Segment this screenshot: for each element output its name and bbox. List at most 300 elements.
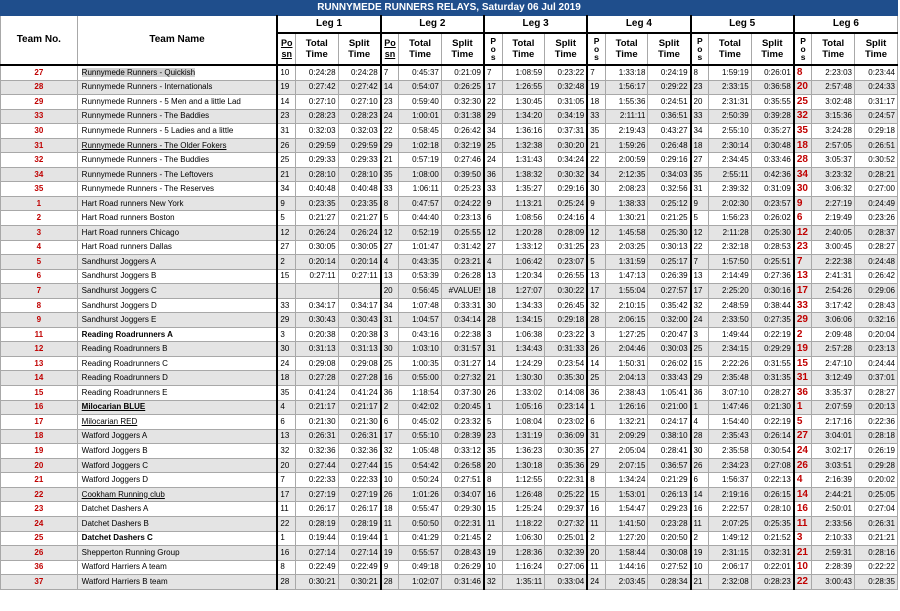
leg-4-position: 27 — [587, 444, 605, 459]
leg-3-position: 2 — [484, 531, 502, 546]
leg-5-split-time: 0:21:30 — [751, 400, 794, 415]
team-number: 28 — [1, 80, 78, 95]
leg-4-split-time: 0:28:34 — [648, 575, 691, 590]
leg-2-split-time: 0:28:43 — [441, 546, 484, 561]
leg-5-total-time: 1:56:23 — [709, 211, 752, 226]
leg-1-split-time: 0:27:42 — [338, 80, 381, 95]
leg-5-total-time: 2:02:30 — [709, 196, 752, 211]
leg-5-split-time: 0:35:27 — [751, 124, 794, 139]
leg-3-split-time: 0:22:31 — [545, 473, 588, 488]
leg-5-split-time: 0:21:52 — [751, 531, 794, 546]
leg-2-position: 26 — [381, 487, 399, 502]
team-name-text: Sandhurst Joggers E — [81, 315, 157, 325]
leg-1-position: 21 — [277, 167, 295, 182]
leg-5-total-time: 1:59:19 — [709, 65, 752, 80]
leg-5-split-time: 0:28:23 — [751, 575, 794, 590]
team-number: 33 — [1, 109, 78, 124]
table-row — [1, 502, 898, 517]
team-name-text: Reading Roadrunners D — [81, 373, 168, 383]
leg-5-position: 14 — [691, 487, 709, 502]
leg-2-split-time: 0:26:28 — [441, 269, 484, 284]
leg-2-split-time: 0:23:21 — [441, 255, 484, 270]
leg-5-position: 1 — [691, 400, 709, 415]
leg-3-total-time: 1:31:19 — [502, 429, 545, 444]
leg-2-total-time: 1:00:01 — [399, 109, 442, 124]
team-name-text: Datchet Dashers B — [81, 518, 149, 528]
table-row — [1, 226, 898, 241]
leg-2-position: 31 — [381, 313, 399, 328]
leg-1-position: 3 — [277, 327, 295, 342]
leg-1-total-time: 0:27:19 — [296, 487, 339, 502]
team-name — [77, 487, 277, 502]
leg-5-position: 13 — [691, 269, 709, 284]
leg-6-position: 15 — [794, 356, 812, 371]
leg-4-total-time: 1:27:25 — [605, 327, 648, 342]
leg-6-position: 2 — [794, 327, 812, 342]
leg-6-position: 3 — [794, 531, 812, 546]
team-name — [77, 386, 277, 401]
leg-3-total-time: 1:34:15 — [502, 313, 545, 328]
leg-4-position: 24 — [587, 575, 605, 590]
leg-3-split-time: 0:26:45 — [545, 298, 588, 313]
leg-1-position: 35 — [277, 386, 295, 401]
leg-2-split-time: 0:34:07 — [441, 487, 484, 502]
table-row — [1, 400, 898, 415]
leg-4-total-time: 2:38:43 — [605, 386, 648, 401]
leg-1-split-time: 0:28:23 — [338, 109, 381, 124]
leg-3-position: 3 — [484, 327, 502, 342]
leg-1-header: Leg 1 — [277, 16, 380, 34]
table-row — [1, 415, 898, 430]
team-number: 3 — [1, 226, 78, 241]
leg-1-split-time: 0:20:38 — [338, 327, 381, 342]
leg-4-split-time: 0:32:00 — [648, 313, 691, 328]
team-number: 17 — [1, 415, 78, 430]
leg-6-total-time: 3:06:32 — [812, 182, 855, 197]
leg-6-split-time: 0:20:13 — [855, 400, 898, 415]
leg-1-split-time: 0:30:05 — [338, 240, 381, 255]
leg-2-position: 7 — [381, 65, 399, 80]
leg-6-total-time: 3:02:17 — [812, 444, 855, 459]
leg-3-split-time: 0:23:14 — [545, 400, 588, 415]
leg-1-split-header: Split Time — [338, 33, 381, 65]
leg-1-split-time: 0:26:31 — [338, 429, 381, 444]
leg-6-position: 29 — [794, 313, 812, 328]
team-name — [77, 196, 277, 211]
leg-4-split-time: 0:36:57 — [648, 458, 691, 473]
leg-6-position: 32 — [794, 109, 812, 124]
leg-6-position: 20 — [794, 80, 812, 95]
leg-3-position: 22 — [484, 95, 502, 110]
leg-1-total-time: 0:19:44 — [296, 531, 339, 546]
leg-5-split-time: 0:22:19 — [751, 327, 794, 342]
leg-2-position: 19 — [381, 546, 399, 561]
leg-6-position: 7 — [794, 255, 812, 270]
leg-2-total-time: 1:03:10 — [399, 342, 442, 357]
leg-6-position: 14 — [794, 487, 812, 502]
leg-6-total-time: 3:04:01 — [812, 429, 855, 444]
leg-1-split-time: 0:27:10 — [338, 95, 381, 110]
leg-1-split-time: 0:24:28 — [338, 65, 381, 80]
leg-5-split-time: 0:22:19 — [751, 415, 794, 430]
table-row — [1, 575, 898, 590]
table-row — [1, 240, 898, 255]
leg-5-total-time: 2:11:28 — [709, 226, 752, 241]
leg-2-split-time: 0:22:38 — [441, 327, 484, 342]
leg-1-split-time: 0:23:35 — [338, 196, 381, 211]
leg-3-total-time: 1:31:43 — [502, 153, 545, 168]
team-name — [77, 531, 277, 546]
leg-2-total-time: 0:42:02 — [399, 400, 442, 415]
leg-4-split-time: 0:33:43 — [648, 371, 691, 386]
leg-2-total-time: 0:50:24 — [399, 473, 442, 488]
leg-6-position: 4 — [794, 473, 812, 488]
team-name-text: Hart Road runners Dallas — [81, 242, 172, 252]
leg-2-position: 5 — [381, 211, 399, 226]
leg-1-position: 24 — [277, 356, 295, 371]
leg-3-split-time: 0:23:07 — [545, 255, 588, 270]
leg-1-position: 34 — [277, 182, 295, 197]
leg-5-total-time: 2:35:43 — [709, 429, 752, 444]
leg-5-total-time: 2:22:57 — [709, 502, 752, 517]
leg-6-split-time: 0:37:01 — [855, 371, 898, 386]
team-number: 32 — [1, 153, 78, 168]
leg-2-total-time: 1:01:26 — [399, 487, 442, 502]
leg-4-total-time: 2:19:43 — [605, 124, 648, 139]
leg-4-position: 26 — [587, 342, 605, 357]
team-number: 20 — [1, 458, 78, 473]
leg-4-position: 4 — [587, 211, 605, 226]
leg-5-total-time: 2:32:18 — [709, 240, 752, 255]
leg-6-position: 25 — [794, 95, 812, 110]
leg-4-position: 6 — [587, 415, 605, 430]
leg-3-position: 11 — [484, 516, 502, 531]
leg-3-position: 16 — [484, 487, 502, 502]
leg-3-total-time: 1:28:36 — [502, 546, 545, 561]
leg-4-split-time: 0:20:47 — [648, 327, 691, 342]
table-row — [1, 95, 898, 110]
leg-1-total-time: 0:30:43 — [296, 313, 339, 328]
team-name — [77, 226, 277, 241]
leg-2-total-time: 0:52:19 — [399, 226, 442, 241]
table-row — [1, 109, 898, 124]
team-name-text: Datchet Dashers A — [81, 504, 149, 514]
leg-4-position: 22 — [587, 153, 605, 168]
leg-4-split-time: 0:29:16 — [648, 153, 691, 168]
leg-1-split-time: 0:29:08 — [338, 356, 381, 371]
leg-2-total-time: 0:47:57 — [399, 196, 442, 211]
leg-3-position: 14 — [484, 356, 502, 371]
leg-4-split-time: 0:30:08 — [648, 546, 691, 561]
team-name — [77, 153, 277, 168]
leg-1-position: 25 — [277, 153, 295, 168]
leg-1-position: 4 — [277, 400, 295, 415]
leg-6-position: 8 — [794, 65, 812, 80]
leg-1-position: 5 — [277, 211, 295, 226]
leg-4-total-time: 1:56:17 — [605, 80, 648, 95]
leg-4-position: 35 — [587, 124, 605, 139]
leg-4-position: 31 — [587, 429, 605, 444]
leg-3-total-time: 1:35:27 — [502, 182, 545, 197]
leg-1-total-time: 0:31:13 — [296, 342, 339, 357]
leg-2-total-time: 0:45:02 — [399, 415, 442, 430]
leg-2-split-time: 0:24:22 — [441, 196, 484, 211]
team-name — [77, 327, 277, 342]
leg-1-total-time: 0:29:59 — [296, 138, 339, 153]
team-name — [77, 371, 277, 386]
leg-3-split-time: 0:25:01 — [545, 531, 588, 546]
leg-2-split-time: 0:21:45 — [441, 531, 484, 546]
team-name — [77, 138, 277, 153]
team-name — [77, 356, 277, 371]
team-number: 9 — [1, 313, 78, 328]
team-name-text: Reading Roadrunners B — [81, 344, 168, 354]
table-row — [1, 284, 898, 299]
leg-3-total-time: 1:36:16 — [502, 124, 545, 139]
leg-3-total-time: 1:30:18 — [502, 458, 545, 473]
team-name — [77, 415, 277, 430]
leg-2-total-time: 0:45:37 — [399, 65, 442, 80]
leg-5-position: 2 — [691, 531, 709, 546]
leg-4-split-time: 0:29:23 — [648, 502, 691, 517]
leg-2-split-time: 0:20:45 — [441, 400, 484, 415]
leg-2-total-time: 1:04:57 — [399, 313, 442, 328]
leg-5-total-time: 2:34:23 — [709, 458, 752, 473]
leg-1-total-time: 0:27:14 — [296, 546, 339, 561]
leg-1-total-time: 0:27:28 — [296, 371, 339, 386]
leg-4-split-time: 0:21:00 — [648, 400, 691, 415]
leg-4-split-header: Split Time — [648, 33, 691, 65]
table-row — [1, 546, 898, 561]
leg-5-split-time: 0:38:44 — [751, 298, 794, 313]
team-name — [77, 109, 277, 124]
leg-6-total-time: 2:23:03 — [812, 65, 855, 80]
leg-6-split-time: 0:20:04 — [855, 327, 898, 342]
table-row — [1, 153, 898, 168]
leg-6-split-time: 0:24:48 — [855, 255, 898, 270]
leg-1-total-time: 0:21:27 — [296, 211, 339, 226]
leg-2-total-time: 1:18:54 — [399, 386, 442, 401]
leg-4-total-time: 2:07:15 — [605, 458, 648, 473]
leg-1-position: 16 — [277, 546, 295, 561]
leg-4-total-time: 2:12:35 — [605, 167, 648, 182]
team-name-text: Watford Harriers B team — [81, 576, 168, 586]
leg-2-total-time: 0:56:45 — [399, 284, 442, 299]
leg-2-split-time: 0:29:30 — [441, 502, 484, 517]
table-row — [1, 371, 898, 386]
leg-5-total-header: Total Time — [709, 33, 752, 65]
leg-4-split-time: 0:32:56 — [648, 182, 691, 197]
leg-4-split-time: 0:23:28 — [648, 516, 691, 531]
team-name-text: Reading Roadrunners E — [81, 387, 168, 397]
leg-5-position: 8 — [691, 65, 709, 80]
leg-2-position: 15 — [381, 458, 399, 473]
leg-6-split-time: 0:28:27 — [855, 240, 898, 255]
leg-4-total-time: 1:38:33 — [605, 196, 648, 211]
leg-6-total-time: 3:05:37 — [812, 153, 855, 168]
leg-6-total-time: 2:40:05 — [812, 226, 855, 241]
leg-6-position: 22 — [794, 575, 812, 590]
leg-2-position: 27 — [381, 240, 399, 255]
table-row — [1, 167, 898, 182]
leg-4-total-time: 1:58:44 — [605, 546, 648, 561]
leg-3-total-time: 1:34:43 — [502, 342, 545, 357]
team-name-text: Reading Roadrunners A — [81, 329, 173, 339]
leg-3-position: 21 — [484, 371, 502, 386]
leg-4-position: 30 — [587, 182, 605, 197]
leg-5-split-time: 0:28:53 — [751, 240, 794, 255]
team-number: 18 — [1, 429, 78, 444]
leg-2-total-time: 1:02:18 — [399, 138, 442, 153]
leg-6-split-time: 0:29:18 — [855, 124, 898, 139]
leg-2-total-time: 0:55:10 — [399, 429, 442, 444]
leg-6-total-time: 2:22:38 — [812, 255, 855, 270]
leg-1-total-time: 0:32:03 — [296, 124, 339, 139]
leg-4-total-time: 1:44:16 — [605, 560, 648, 575]
leg-3-split-time: 0:33:04 — [545, 575, 588, 590]
leg-3-total-time: 1:34:20 — [502, 109, 545, 124]
leg-4-split-time: 0:26:02 — [648, 356, 691, 371]
leg-5-total-time: 3:07:10 — [709, 386, 752, 401]
team-number: 13 — [1, 356, 78, 371]
leg-3-total-time: 1:20:34 — [502, 269, 545, 284]
leg-5-position: 33 — [691, 109, 709, 124]
leg-6-total-time: 2:44:21 — [812, 487, 855, 502]
leg-6-position: 9 — [794, 196, 812, 211]
leg-3-split-time: 0:30:20 — [545, 138, 588, 153]
team-number: 22 — [1, 487, 78, 502]
leg-6-split-time: 0:27:00 — [855, 182, 898, 197]
leg-6-split-time: 0:28:35 — [855, 575, 898, 590]
leg-6-position: 23 — [794, 240, 812, 255]
leg-3-total-time: 1:36:23 — [502, 444, 545, 459]
leg-1-position: 14 — [277, 95, 295, 110]
leg-3-total-time: 1:24:29 — [502, 356, 545, 371]
leg-6-position: 30 — [794, 182, 812, 197]
leg-6-position: 34 — [794, 167, 812, 182]
leg-4-position: 25 — [587, 371, 605, 386]
leg-3-position: 13 — [484, 269, 502, 284]
leg-6-total-time: 2:57:05 — [812, 138, 855, 153]
leg-4-position: 21 — [587, 138, 605, 153]
leg-3-position: 8 — [484, 473, 502, 488]
team-name — [77, 80, 277, 95]
leg-1-position: 10 — [277, 65, 295, 80]
leg-4-split-time: 0:30:03 — [648, 342, 691, 357]
table-row — [1, 124, 898, 139]
leg-6-total-time: 3:06:06 — [812, 313, 855, 328]
leg-2-position: 21 — [381, 153, 399, 168]
leg-4-position: 16 — [587, 502, 605, 517]
leg-4-split-time: 0:25:17 — [648, 255, 691, 270]
leg-2-position: 1 — [381, 531, 399, 546]
leg-5-total-time: 2:39:32 — [709, 182, 752, 197]
leg-6-split-time: 0:22:36 — [855, 415, 898, 430]
leg-5-position: 28 — [691, 429, 709, 444]
leg-3-split-time: 0:31:33 — [545, 342, 588, 357]
leg-5-split-time: 0:36:58 — [751, 80, 794, 95]
team-number: 31 — [1, 138, 78, 153]
leg-5-total-time: 2:31:31 — [709, 95, 752, 110]
leg-2-split-time: 0:25:55 — [441, 226, 484, 241]
leg-1-position: 17 — [277, 487, 295, 502]
leg-4-split-time: 0:24:51 — [648, 95, 691, 110]
leg-4-total-time: 1:41:50 — [605, 516, 648, 531]
team-name — [77, 240, 277, 255]
team-name-text: Reading Roadrunners C — [81, 358, 168, 368]
leg-5-split-time: 0:28:27 — [751, 386, 794, 401]
leg-2-position: 24 — [381, 109, 399, 124]
leg-3-total-time: 1:33:02 — [502, 386, 545, 401]
leg-1-split-time: 0:21:17 — [338, 400, 381, 415]
leg-4-split-time: 0:35:42 — [648, 298, 691, 313]
team-name-text: Sandhurst Joggers D — [81, 300, 157, 310]
leg-4-split-time: 0:36:51 — [648, 109, 691, 124]
leg-4-total-time: 1:50:31 — [605, 356, 648, 371]
leg-4-total-time: 2:08:23 — [605, 182, 648, 197]
leg-2-split-time: 0:39:50 — [441, 167, 484, 182]
leg-5-total-time: 2:33:50 — [709, 313, 752, 328]
leg-2-split-time: 0:23:32 — [441, 415, 484, 430]
leg-3-split-time: 0:31:05 — [545, 95, 588, 110]
leg-1-total-time: 0:30:05 — [296, 240, 339, 255]
leg-6-position: 13 — [794, 269, 812, 284]
leg-4-split-time: 0:28:41 — [648, 444, 691, 459]
table-row — [1, 342, 898, 357]
leg-1-total-time: 0:30:21 — [296, 575, 339, 590]
table-row — [1, 487, 898, 502]
leg-2-split-time: 0:27:51 — [441, 473, 484, 488]
leg-5-total-time: 1:49:44 — [709, 327, 752, 342]
team-number: 4 — [1, 240, 78, 255]
leg-2-position: 12 — [381, 226, 399, 241]
leg-1-total-time: 0:27:42 — [296, 80, 339, 95]
leg-5-position: 4 — [691, 415, 709, 430]
leg-3-position: 1 — [484, 400, 502, 415]
table-row — [1, 516, 898, 531]
leg-2-position: 14 — [381, 80, 399, 95]
leg-3-split-time: 0:25:24 — [545, 196, 588, 211]
leg-5-split-time: 0:32:31 — [751, 546, 794, 561]
leg-2-position: 8 — [381, 196, 399, 211]
leg-5-position: 10 — [691, 560, 709, 575]
leg-5-position: 35 — [691, 167, 709, 182]
leg-2-total-header: Total Time — [399, 33, 442, 65]
leg-5-total-time: 2:07:25 — [709, 516, 752, 531]
leg-2-split-time: 0:31:27 — [441, 356, 484, 371]
leg-5-split-time: 0:42:36 — [751, 167, 794, 182]
leg-6-total-time: 3:23:32 — [812, 167, 855, 182]
leg-1-split-time: 0:22:49 — [338, 560, 381, 575]
leg-6-split-header: Split Time — [855, 33, 898, 65]
leg-2-total-time: 0:44:40 — [399, 211, 442, 226]
team-name-text: Milocarian BLUE — [81, 402, 146, 412]
leg-6-total-time: 2:28:39 — [812, 560, 855, 575]
team-number: 12 — [1, 342, 78, 357]
leg-4-split-time: 0:29:22 — [648, 80, 691, 95]
table-row — [1, 80, 898, 95]
leg-1-total-time: 0:28:19 — [296, 516, 339, 531]
leg-5-total-time: 2:34:15 — [709, 342, 752, 357]
leg-4-position: 36 — [587, 386, 605, 401]
leg-6-split-time: 0:31:17 — [855, 95, 898, 110]
leg-4-position: 17 — [587, 284, 605, 299]
team-name-text: Hart Road runners Chicago — [81, 227, 180, 237]
team-number: 29 — [1, 95, 78, 110]
leg-5-position: 25 — [691, 342, 709, 357]
leg-3-total-time: 1:30:45 — [502, 95, 545, 110]
table-row — [1, 444, 898, 459]
